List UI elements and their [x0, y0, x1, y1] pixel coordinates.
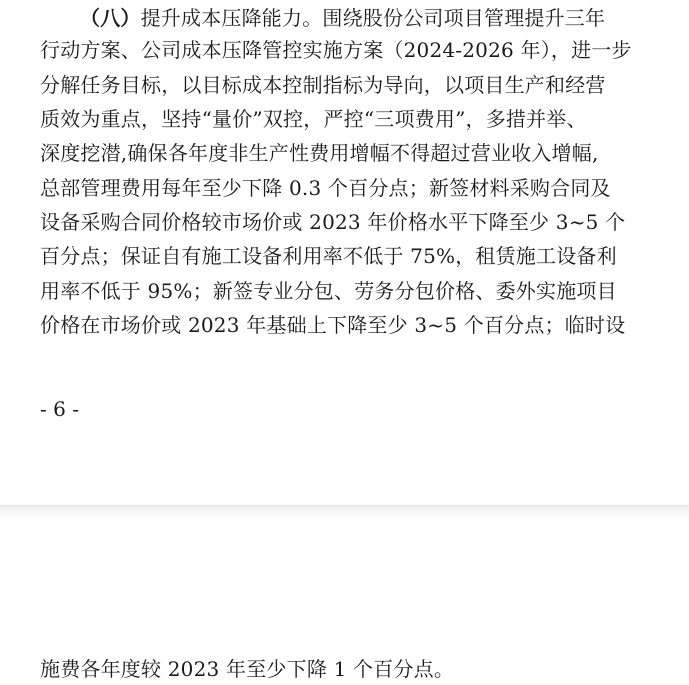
section-heading-label: （八） — [80, 6, 141, 30]
paragraph-line-1 — [80, 2, 605, 34]
paragraph-line-5: 深度挖潜,确保各年度非生产性费用增幅不得超过营业收入增幅, — [40, 141, 599, 165]
page-break-divider — [0, 505, 689, 520]
paragraph-line-10: 价格在市场价或 2023 年基础上下降至少 3~5 个百分点；临时设 — [40, 313, 626, 337]
paragraph-line-8: 百分点；保证自有施工设备利用率不低于 75%，租赁施工设备利 — [40, 244, 617, 268]
paragraph-line-9: 用率不低于 95%；新签专业分包、劳务分包价格、委外实施项目 — [40, 279, 617, 303]
paragraph-line-7: 设备采购合同价格较市场价或 2023 年价格水平下降至少 3~5 个 — [40, 210, 626, 234]
page-number: - 6 - — [40, 397, 79, 421]
paragraph-line-3: 分解任务目标，以目标成本控制指标为导向，以项目生产和经营 — [40, 73, 606, 97]
paragraph-continued-line: 施费各年度较 2023 年至少下降 1 个百分点。 — [40, 657, 455, 681]
document-page-lower — [0, 519, 689, 682]
paragraph-line-6: 总部管理费用每年至少下降 0.3 个百分点；新签材料采购合同及 — [40, 176, 611, 200]
paragraph-line-1-text: 提升成本压降能力。围绕股份公司项目管理提升三年 — [140, 6, 606, 30]
paragraph-line-2: 行动方案、公司成本压降管控实施方案（2024-2026 年），进一步 — [40, 38, 632, 62]
paragraph-line-4: 质效为重点，坚持“量价”双控，严控“三项费用”，多措并举、 — [40, 107, 587, 131]
